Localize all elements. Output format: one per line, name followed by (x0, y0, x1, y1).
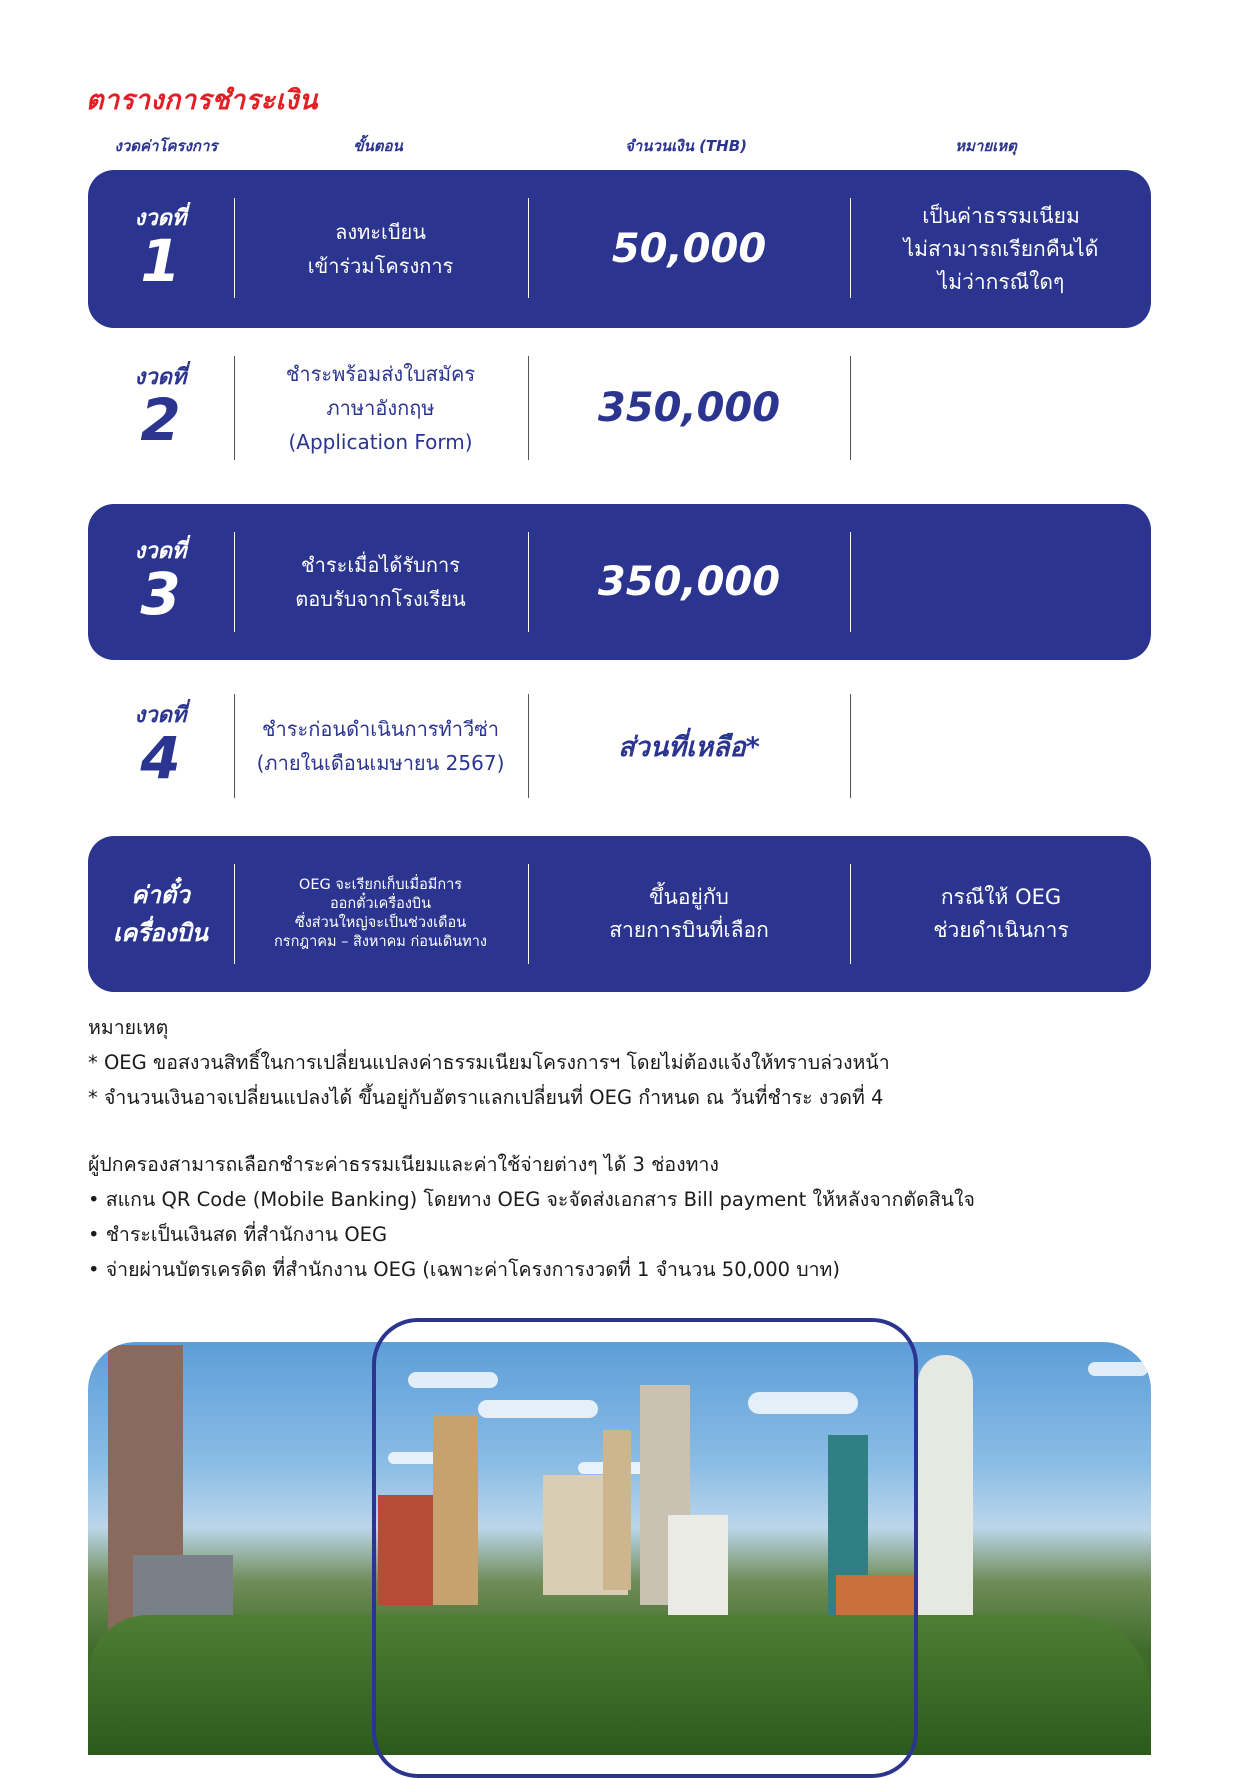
payment-method-item: • สแกน QR Code (Mobile Banking) โดยทาง OEG จะจัดส่งเอกสาร Bill payment ให้หลังจากตัดสินใจ (88, 1188, 975, 1211)
column-divider (850, 532, 851, 632)
installment-label (88, 504, 233, 660)
step-text: เข้าร่วมโครงการ (307, 254, 454, 278)
amount-value: 50,000 (611, 226, 767, 272)
step-text: ภาษาอังกฤษ (326, 396, 435, 420)
airfare-row (88, 836, 1151, 992)
cloud-shape (1088, 1362, 1148, 1376)
column-header-installment: งวดค่าโครงการ (114, 137, 218, 155)
step-text: OEG จะเรียกเก็บเมื่อมีการ (298, 877, 463, 893)
installment-label-text: งวดที่ (134, 539, 187, 564)
installment-number: 4 (140, 724, 181, 792)
airfare-label-text: ค่าตั๋ว (131, 881, 190, 909)
step-text: ซึ่งส่วนใหญ่จะเป็นช่วงเดือน (294, 915, 467, 931)
building-shape (918, 1355, 973, 1625)
amount-text: ขึ้นอยู่กับ (649, 885, 729, 909)
column-divider (850, 356, 851, 460)
amount-value: ส่วนที่เหลือ* (618, 731, 760, 763)
notes-section (88, 1010, 1158, 1115)
remark-cell (851, 170, 1151, 328)
payment-intro: ผู้ปกครองสามารถเลือกชำระค่าธรรมเนียมและค่าใช้จ่ายต่างๆ ได้ 3 ช่องทาง (88, 1153, 719, 1176)
step-cell (234, 352, 527, 464)
remark-text: เป็นค่าธรรมเนียม (922, 203, 1080, 228)
remark-text: ไม่สามารถเรียกคืนได้ (903, 236, 1099, 261)
payment-method-item: • ชำระเป็นเงินสด ที่สำนักงาน OEG (88, 1223, 388, 1246)
airfare-label-text: เครื่องบิน (113, 919, 208, 947)
installment-label (88, 170, 233, 328)
installment-number: 1 (140, 227, 181, 295)
step-cell (234, 692, 527, 800)
notes-heading: หมายเหตุ (88, 1016, 169, 1039)
remark-cell (851, 836, 1151, 992)
installment-row-2 (88, 352, 1151, 464)
installment-row-4 (88, 692, 1151, 800)
step-text: กรกฎาคม – สิงหาคม ก่อนเดินทาง (274, 934, 487, 950)
amount-value: 350,000 (597, 559, 781, 605)
installment-row-1 (88, 170, 1151, 328)
column-header-amount: จำนวนเงิน (THB) (625, 137, 747, 155)
amount-text: สายการบินที่เลือก (609, 918, 769, 942)
step-text: ตอบรับจากโรงเรียน (295, 587, 466, 611)
installment-label-text: งวดที่ (134, 206, 187, 231)
installment-number: 3 (140, 560, 181, 628)
airfare-label (88, 836, 233, 992)
step-text: (Application Form) (288, 430, 473, 454)
step-cell (234, 836, 527, 992)
note-item: * OEG ขอสงวนสิทธิ์ในการเปลี่ยนแปลงค่าธรรมเนียมโครงการฯ โดยไม่ต้องแจ้งให้ทราบล่วงหน้า (88, 1051, 890, 1074)
amount-cell (528, 504, 850, 660)
remark-text: กรณีให้ OEG (940, 885, 1062, 909)
step-text: ชำระเมื่อได้รับการ (301, 553, 460, 577)
step-cell (234, 504, 527, 660)
amount-cell (528, 170, 850, 328)
column-header-step: ขั้นตอน (353, 137, 403, 155)
column-divider (850, 694, 851, 798)
note-item: * จำนวนเงินอาจเปลี่ยนแปลงได้ ขึ้นอยู่กับอัตราแลกเปลี่ยนที่ OEG กำหนด ณ วันที่ชำระ งวดที่ 4 (88, 1086, 884, 1109)
installment-label (88, 692, 233, 800)
remark-text: ช่วยดำเนินการ (933, 918, 1069, 942)
step-cell (234, 170, 527, 328)
step-text: ชำระก่อนดำเนินการทำวีซ่า (261, 717, 499, 741)
step-text: ชำระพร้อมส่งใบสมัคร (285, 362, 476, 386)
column-header-remark: หมายเหตุ (955, 137, 1017, 155)
amount-value: 350,000 (597, 385, 781, 431)
payment-methods-section (88, 1147, 1158, 1287)
installment-label (88, 352, 233, 464)
payment-method-item: • จ่ายผ่านบัตรเครดิต ที่สำนักงาน OEG (เฉพาะค่าโครงการงวดที่ 1 จำนวน 50,000 บาท) (88, 1258, 841, 1281)
installment-row-3 (88, 504, 1151, 660)
amount-cell (528, 692, 850, 800)
installment-label-text: งวดที่ (134, 365, 187, 390)
amount-cell (528, 836, 850, 992)
step-text: ลงทะเบียน (335, 220, 426, 244)
remark-text: ไม่ว่ากรณีใดๆ (937, 269, 1065, 294)
decorative-frame (372, 1318, 918, 1778)
installment-label-text: งวดที่ (134, 703, 187, 728)
amount-cell (528, 352, 850, 464)
installment-number: 2 (140, 386, 181, 454)
step-text: (ภายในเดือนเมษายน 2567) (256, 751, 505, 775)
page-title: ตารางการชำระเงิน (86, 85, 318, 116)
step-text: ออกตั๋วเครื่องบิน (329, 896, 432, 912)
